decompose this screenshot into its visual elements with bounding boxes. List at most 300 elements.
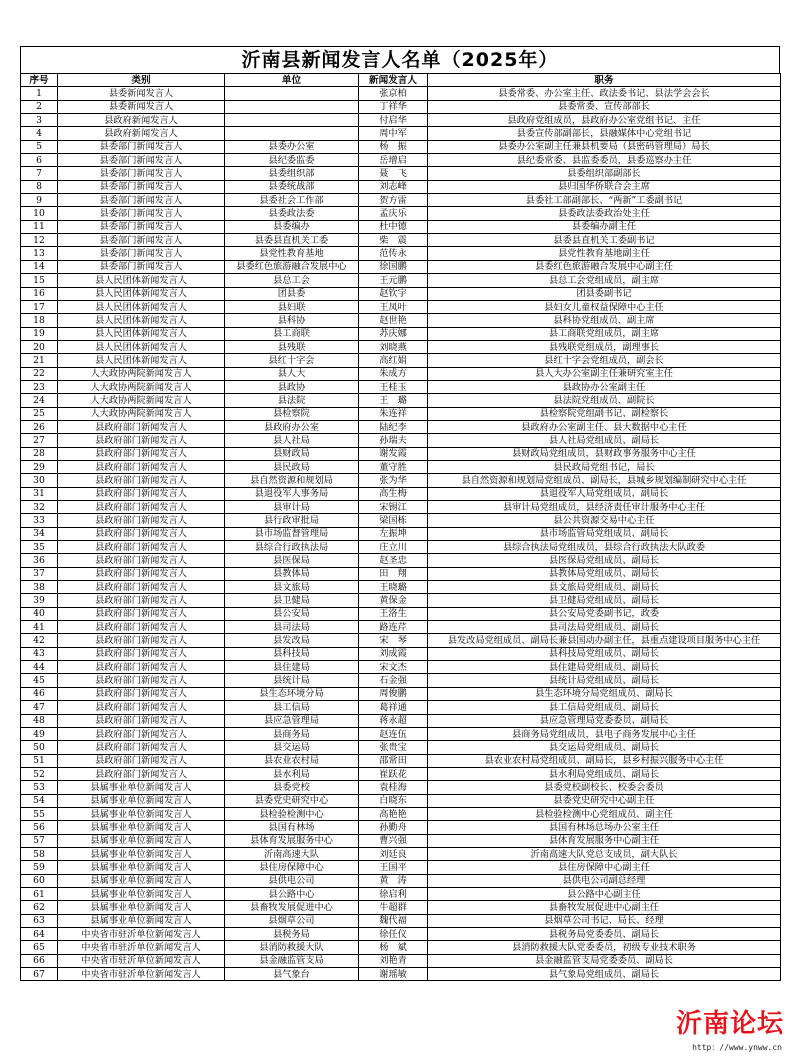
cell-spokesperson: 高艳艳: [359, 807, 428, 820]
cell-unit: 县应急管理局: [225, 714, 359, 727]
table-row: [21, 741, 781, 754]
cell-category: 县政府部门新闻发言人: [58, 594, 225, 607]
table-row: [21, 928, 781, 941]
cell-index: 38: [21, 581, 58, 594]
cell-unit: 沂南高速大队: [225, 847, 359, 860]
table-row: [21, 394, 781, 407]
cell-index: 18: [21, 314, 58, 327]
cell-index: 46: [21, 687, 58, 700]
cell-unit: 县水利局: [225, 767, 359, 780]
cell-position: 县司法局党组成员、副局长: [428, 621, 781, 634]
cell-position: 县妇女儿童权益保障中心主任: [428, 300, 781, 313]
cell-position: 县委常委、办公室主任、政法委书记、县法学会会长: [428, 87, 781, 100]
cell-unit: 县政府办公室: [225, 420, 359, 433]
cell-spokesperson: 宋文杰: [359, 661, 428, 674]
cell-spokesperson: 朱成方: [359, 367, 428, 380]
header-index: 序号: [21, 74, 58, 87]
table-row: [21, 180, 781, 193]
cell-category: 县政府部门新闻发言人: [58, 554, 225, 567]
cell-unit: 县市场监督管理局: [225, 527, 359, 540]
cell-index: 7: [21, 167, 58, 180]
cell-index: 47: [21, 701, 58, 714]
cell-category: 县人民团体新闻发言人: [58, 287, 225, 300]
cell-unit: 县财政局: [225, 447, 359, 460]
cell-spokesperson: 黄 涛: [359, 874, 428, 887]
cell-spokesperson: 徐国鹏: [359, 260, 428, 273]
cell-position: 县委党校副校长、校委会委员: [428, 781, 781, 794]
cell-unit: [225, 100, 359, 113]
cell-unit: 县消防救援大队: [225, 941, 359, 954]
cell-index: 59: [21, 861, 58, 874]
cell-category: 县政府部门新闻发言人: [58, 674, 225, 687]
cell-category: 县委新闻发言人: [58, 87, 225, 100]
cell-category: 县政府部门新闻发言人: [58, 754, 225, 767]
cell-unit: 县金融监管支局: [225, 954, 359, 967]
cell-spokesperson: 黄保金: [359, 594, 428, 607]
cell-unit: 县供电公司: [225, 874, 359, 887]
cell-spokesperson: 谢发霞: [359, 447, 428, 460]
table-row: [21, 447, 781, 460]
cell-index: 14: [21, 260, 58, 273]
cell-index: 16: [21, 287, 58, 300]
cell-index: 4: [21, 127, 58, 140]
cell-index: 30: [21, 474, 58, 487]
cell-category: 人大政协两院新闻发言人: [58, 380, 225, 393]
cell-position: 县检验检测中心党组成员、副主任: [428, 807, 781, 820]
table-row: [21, 420, 781, 433]
table-row: [21, 100, 781, 113]
cell-index: 5: [21, 140, 58, 153]
table-row: [21, 807, 781, 820]
cell-index: 67: [21, 968, 58, 981]
cell-unit: 县医保局: [225, 554, 359, 567]
cell-unit: 县委党校: [225, 781, 359, 794]
table-row: [21, 220, 781, 233]
cell-unit: 县妇联: [225, 300, 359, 313]
cell-index: 9: [21, 194, 58, 207]
cell-spokesperson: 周中军: [359, 127, 428, 140]
cell-spokesperson: 孙勤舟: [359, 821, 428, 834]
cell-position: 县人社局党组成员、副局长: [428, 434, 781, 447]
cell-unit: 县科技局: [225, 647, 359, 660]
cell-spokesperson: 徐任仪: [359, 928, 428, 941]
cell-spokesperson: 陆纪李: [359, 420, 428, 433]
cell-unit: 县委县直机关工委: [225, 234, 359, 247]
cell-spokesperson: 岳增启: [359, 154, 428, 167]
cell-position: 县金融监管支局党委委员、副局长: [428, 954, 781, 967]
cell-index: 23: [21, 380, 58, 393]
cell-unit: 团县委: [225, 287, 359, 300]
document-title: 沂南县新闻发言人名单（2025年）: [20, 46, 780, 73]
cell-index: 22: [21, 367, 58, 380]
cell-spokesperson: 梁国栋: [359, 514, 428, 527]
cell-position: 县烟草公司书记、局长、经理: [428, 914, 781, 927]
cell-unit: 县委组织部: [225, 167, 359, 180]
cell-index: 49: [21, 727, 58, 740]
table-row: [21, 541, 781, 554]
cell-unit: 县残联: [225, 340, 359, 353]
cell-index: 26: [21, 420, 58, 433]
cell-unit: 县委编办: [225, 220, 359, 233]
cell-spokesperson: 杨 振: [359, 140, 428, 153]
cell-position: 县消防救援大队党委委员，初级专业技术职务: [428, 941, 781, 954]
cell-spokesperson: 周俊鹏: [359, 687, 428, 700]
table-row: [21, 594, 781, 607]
cell-category: 县政府新闻发言人: [58, 127, 225, 140]
table-row: [21, 354, 781, 367]
cell-spokesperson: 庄立川: [359, 541, 428, 554]
cell-unit: 县国有林场: [225, 821, 359, 834]
cell-unit: 县检验检测中心: [225, 807, 359, 820]
cell-unit: 县审计局: [225, 501, 359, 514]
cell-position: 县委组织部副部长: [428, 167, 781, 180]
cell-unit: 县委社会工作部: [225, 194, 359, 207]
cell-spokesperson: 曹兴强: [359, 834, 428, 847]
cell-category: 县属事业单位新闻发言人: [58, 821, 225, 834]
cell-position: 县工信局党组成员、副局长: [428, 701, 781, 714]
cell-index: 13: [21, 247, 58, 260]
cell-category: 县人民团体新闻发言人: [58, 300, 225, 313]
cell-position: 县税务局党委委员、副局长: [428, 928, 781, 941]
cell-spokesperson: 王凤叶: [359, 300, 428, 313]
cell-category: 县政府部门新闻发言人: [58, 607, 225, 620]
cell-position: 县退役军人局党组成员、副局长: [428, 487, 781, 500]
forum-watermark: [654, 1009, 784, 1053]
cell-index: 20: [21, 340, 58, 353]
cell-category: 县政府部门新闻发言人: [58, 741, 225, 754]
cell-position: 县政府党组成员，县政府办公室党组书记、主任: [428, 114, 781, 127]
cell-category: 县属事业单位新闻发言人: [58, 847, 225, 860]
cell-spokesperson: 刘晓燕: [359, 340, 428, 353]
cell-unit: 县委统战部: [225, 180, 359, 193]
cell-unit: 县民政局: [225, 460, 359, 473]
spokesperson-table: [20, 73, 781, 981]
cell-position: 县卫健局党组成员、副局长: [428, 594, 781, 607]
cell-position: 县政府办公室副主任、县大数据中心主任: [428, 420, 781, 433]
cell-position: 县委红色旅游融合发展中心副主任: [428, 260, 781, 273]
cell-index: 64: [21, 928, 58, 941]
cell-spokesperson: 杜中德: [359, 220, 428, 233]
cell-spokesperson: 石金强: [359, 674, 428, 687]
cell-spokesperson: 蒋永超: [359, 714, 428, 727]
cell-category: 县政府部门新闻发言人: [58, 661, 225, 674]
cell-category: 县政府部门新闻发言人: [58, 701, 225, 714]
cell-spokesperson: 付启华: [359, 114, 428, 127]
roster-sheet: [20, 46, 780, 981]
cell-index: 1: [21, 87, 58, 100]
table-row: [21, 674, 781, 687]
cell-unit: 县统计局: [225, 674, 359, 687]
cell-position: 县检察院党组副书记、副检察长: [428, 407, 781, 420]
cell-unit: 县农业农村局: [225, 754, 359, 767]
cell-spokesperson: 王桂玉: [359, 380, 428, 393]
cell-index: 44: [21, 661, 58, 674]
table-row: [21, 727, 781, 740]
cell-category: 县委新闻发言人: [58, 100, 225, 113]
cell-index: 11: [21, 220, 58, 233]
table-row: [21, 834, 781, 847]
cell-index: 57: [21, 834, 58, 847]
cell-category: 县属事业单位新闻发言人: [58, 874, 225, 887]
cell-position: 县委党史研究中心副主任: [428, 794, 781, 807]
watermark-logo-text: 沂南论坛: [675, 1009, 784, 1039]
cell-position: 县公路中心副主任: [428, 887, 781, 900]
cell-category: 中央省市驻沂单位新闻发言人: [58, 968, 225, 981]
cell-unit: 县总工会: [225, 274, 359, 287]
cell-spokesperson: 魏代福: [359, 914, 428, 927]
cell-category: 县委部门新闻发言人: [58, 247, 225, 260]
cell-index: 65: [21, 941, 58, 954]
cell-index: 6: [21, 154, 58, 167]
cell-unit: 县住建局: [225, 661, 359, 674]
cell-position: 县交运局党组成员、副局长: [428, 741, 781, 754]
cell-unit: [225, 87, 359, 100]
table-row: [21, 194, 781, 207]
cell-unit: 县委政法委: [225, 207, 359, 220]
cell-index: 62: [21, 901, 58, 914]
cell-position: 县公安局党委副书记，政委: [428, 607, 781, 620]
cell-position: 团县委副书记: [428, 287, 781, 300]
cell-position: 县商务局党组成员，县电子商务发展中心主任: [428, 727, 781, 740]
cell-spokesperson: 柴 震: [359, 234, 428, 247]
table-row: [21, 661, 781, 674]
cell-unit: 县工商联: [225, 327, 359, 340]
cell-position: 县法院党组成员、副院长: [428, 394, 781, 407]
cell-spokesperson: 谢瑶敏: [359, 968, 428, 981]
cell-position: 县发改局党组成员、副局长兼县国动办副主任，县重点建设项目服务中心主任: [428, 634, 781, 647]
cell-position: 县公共资源交易中心主任: [428, 514, 781, 527]
cell-index: 12: [21, 234, 58, 247]
cell-position: 县市场监管局党组成员、副局长: [428, 527, 781, 540]
cell-spokesperson: 邵常田: [359, 754, 428, 767]
cell-unit: 县文旅局: [225, 581, 359, 594]
cell-position: 县文旅局党组成员、副局长: [428, 581, 781, 594]
cell-category: 县属事业单位新闻发言人: [58, 887, 225, 900]
cell-index: 35: [21, 541, 58, 554]
cell-position: 县归国华侨联合会主席: [428, 180, 781, 193]
cell-unit: 县委红色旅游融合发展中心: [225, 260, 359, 273]
cell-unit: 县行政审批局: [225, 514, 359, 527]
cell-position: 县科协党组成员、副主席: [428, 314, 781, 327]
cell-position: 沂南高速大队党总支成员，副大队长: [428, 847, 781, 860]
cell-position: 县农业农村局党组成员、副局长，县乡村振兴服务中心主任: [428, 754, 781, 767]
cell-index: 29: [21, 460, 58, 473]
cell-position: 县委社工部副部长、“两新”工委副书记: [428, 194, 781, 207]
cell-index: 39: [21, 594, 58, 607]
cell-position: 县医保局党组成员、副局长: [428, 554, 781, 567]
cell-index: 45: [21, 674, 58, 687]
cell-spokesperson: 崔跃花: [359, 767, 428, 780]
cell-category: 县政府部门新闻发言人: [58, 420, 225, 433]
cell-unit: 县发改局: [225, 634, 359, 647]
cell-spokesperson: 高生梅: [359, 487, 428, 500]
cell-category: 人大政协两院新闻发言人: [58, 367, 225, 380]
cell-spokesperson: 葛祥通: [359, 701, 428, 714]
cell-category: 县政府部门新闻发言人: [58, 621, 225, 634]
cell-spokesperson: 白晓东: [359, 794, 428, 807]
cell-index: 51: [21, 754, 58, 767]
cell-spokesperson: 张为华: [359, 474, 428, 487]
cell-unit: 县商务局: [225, 727, 359, 740]
table-row: [21, 501, 781, 514]
table-row: [21, 234, 781, 247]
cell-position: 县供电公司副总经理: [428, 874, 781, 887]
cell-spokesperson: 董守胜: [359, 460, 428, 473]
cell-index: 42: [21, 634, 58, 647]
cell-spokesperson: 田 翔: [359, 567, 428, 580]
cell-position: 县纪委常委、县监委委员，县委巡察办主任: [428, 154, 781, 167]
table-row: [21, 621, 781, 634]
cell-spokesperson: 王元鹏: [359, 274, 428, 287]
cell-category: 县政府新闻发言人: [58, 114, 225, 127]
cell-unit: 县体育发展服务中心: [225, 834, 359, 847]
table-row: [21, 754, 781, 767]
cell-position: 县委常委、宣传部部长: [428, 100, 781, 113]
table-row: [21, 607, 781, 620]
table-row: [21, 434, 781, 447]
cell-index: 3: [21, 114, 58, 127]
cell-spokesperson: 丁祥华: [359, 100, 428, 113]
cell-position: 县自然资源和规划局党组成员、副局长，县城乡规划编制研究中心主任: [428, 474, 781, 487]
cell-index: 28: [21, 447, 58, 460]
table-row: [21, 367, 781, 380]
cell-index: 33: [21, 514, 58, 527]
cell-unit: 县委党史研究中心: [225, 794, 359, 807]
cell-category: 县委部门新闻发言人: [58, 194, 225, 207]
cell-unit: 县工信局: [225, 701, 359, 714]
cell-unit: [225, 127, 359, 140]
cell-index: 19: [21, 327, 58, 340]
table-row: [21, 140, 781, 153]
cell-spokesperson: 王晓璐: [359, 581, 428, 594]
cell-unit: 县畜牧发展促进中心: [225, 901, 359, 914]
table-row: [21, 914, 781, 927]
cell-category: 县委部门新闻发言人: [58, 234, 225, 247]
table-row: [21, 327, 781, 340]
table-row: [21, 487, 781, 500]
cell-unit: 县交运局: [225, 741, 359, 754]
cell-position: 县国有林场总场办公室主任: [428, 821, 781, 834]
cell-spokesperson: 范传永: [359, 247, 428, 260]
cell-index: 54: [21, 794, 58, 807]
header-position: 职务: [428, 74, 781, 87]
cell-unit: 县科协: [225, 314, 359, 327]
header-category: 类别: [58, 74, 225, 87]
cell-unit: 县公安局: [225, 607, 359, 620]
cell-index: 41: [21, 621, 58, 634]
cell-unit: 县纪委监委: [225, 154, 359, 167]
cell-category: 县政府部门新闻发言人: [58, 581, 225, 594]
table-row: [21, 207, 781, 220]
cell-index: 58: [21, 847, 58, 860]
cell-category: 县属事业单位新闻发言人: [58, 901, 225, 914]
cell-category: 县政府部门新闻发言人: [58, 447, 225, 460]
cell-position: 县委县直机关工委副书记: [428, 234, 781, 247]
cell-index: 56: [21, 821, 58, 834]
cell-position: 县水利局党组成员、副局长: [428, 767, 781, 780]
cell-position: 县残联党组成员，副理事长: [428, 340, 781, 353]
cell-category: 县委部门新闻发言人: [58, 167, 225, 180]
table-row: [21, 861, 781, 874]
cell-position: 县生态环境分局党组成员、副局长: [428, 687, 781, 700]
header-spokesperson: 新闻发言人: [359, 74, 428, 87]
cell-spokesperson: 路连芹: [359, 621, 428, 634]
cell-spokesperson: 苏庆娜: [359, 327, 428, 340]
header-row: [21, 74, 781, 87]
cell-position: 县人大办公室副主任兼研究室主任: [428, 367, 781, 380]
cell-position: 县住建局党组成员、副局长: [428, 661, 781, 674]
cell-position: 县红十字会党组成员，副会长: [428, 354, 781, 367]
cell-spokesperson: 贺方雷: [359, 194, 428, 207]
cell-spokesperson: 赵连伍: [359, 727, 428, 740]
cell-unit: 县人社局: [225, 434, 359, 447]
cell-unit: 县综合行政执法局: [225, 541, 359, 554]
cell-category: 县委部门新闻发言人: [58, 260, 225, 273]
cell-index: 52: [21, 767, 58, 780]
cell-position: 县委办公室副主任兼县机要局（县密码管理局）局长: [428, 140, 781, 153]
cell-unit: 县司法局: [225, 621, 359, 634]
cell-index: 43: [21, 647, 58, 660]
cell-spokesperson: 左振坤: [359, 527, 428, 540]
cell-category: 县政府部门新闻发言人: [58, 474, 225, 487]
cell-index: 55: [21, 807, 58, 820]
cell-position: 县委政法委政治处主任: [428, 207, 781, 220]
cell-spokesperson: 高红娟: [359, 354, 428, 367]
cell-position: 县政协办公室副主任: [428, 380, 781, 393]
table-row: [21, 687, 781, 700]
cell-index: 21: [21, 354, 58, 367]
cell-category: 人大政协两院新闻发言人: [58, 407, 225, 420]
table-row: [21, 634, 781, 647]
table-row: [21, 847, 781, 860]
table-row: [21, 941, 781, 954]
cell-category: 县委部门新闻发言人: [58, 140, 225, 153]
table-row: [21, 554, 781, 567]
cell-unit: 县检察院: [225, 407, 359, 420]
cell-unit: 县卫健局: [225, 594, 359, 607]
cell-position: 县教体局党组成员、副局长: [428, 567, 781, 580]
cell-index: 48: [21, 714, 58, 727]
cell-category: 县属事业单位新闻发言人: [58, 807, 225, 820]
table-body: [21, 87, 781, 981]
cell-position: 县综合执法局党组成员，县综合行政执法大队政委: [428, 541, 781, 554]
table-row: [21, 781, 781, 794]
cell-position: 县科技局党组成员、副局长: [428, 647, 781, 660]
table-row: [21, 901, 781, 914]
cell-category: 县政府部门新闻发言人: [58, 434, 225, 447]
cell-index: 2: [21, 100, 58, 113]
cell-spokesperson: 王洛生: [359, 607, 428, 620]
cell-unit: 县退役军人事务局: [225, 487, 359, 500]
cell-spokesperson: 刘艳青: [359, 954, 428, 967]
cell-category: 中央省市驻沂单位新闻发言人: [58, 954, 225, 967]
cell-category: 县政府部门新闻发言人: [58, 527, 225, 540]
cell-category: 县人民团体新闻发言人: [58, 340, 225, 353]
cell-position: 县审计局党组成员，县经济责任审计服务中心主任: [428, 501, 781, 514]
cell-unit: 县住房保障中心: [225, 861, 359, 874]
cell-position: 县气象局党组成员、副局长: [428, 968, 781, 981]
cell-category: 县人民团体新闻发言人: [58, 354, 225, 367]
cell-unit: 县委办公室: [225, 140, 359, 153]
cell-index: 66: [21, 954, 58, 967]
cell-position: 县住房保障中心副主任: [428, 861, 781, 874]
cell-unit: 县烟草公司: [225, 914, 359, 927]
table-row: [21, 714, 781, 727]
table-row: [21, 300, 781, 313]
cell-spokesperson: 牛超群: [359, 901, 428, 914]
cell-category: 县委部门新闻发言人: [58, 154, 225, 167]
cell-index: 32: [21, 501, 58, 514]
